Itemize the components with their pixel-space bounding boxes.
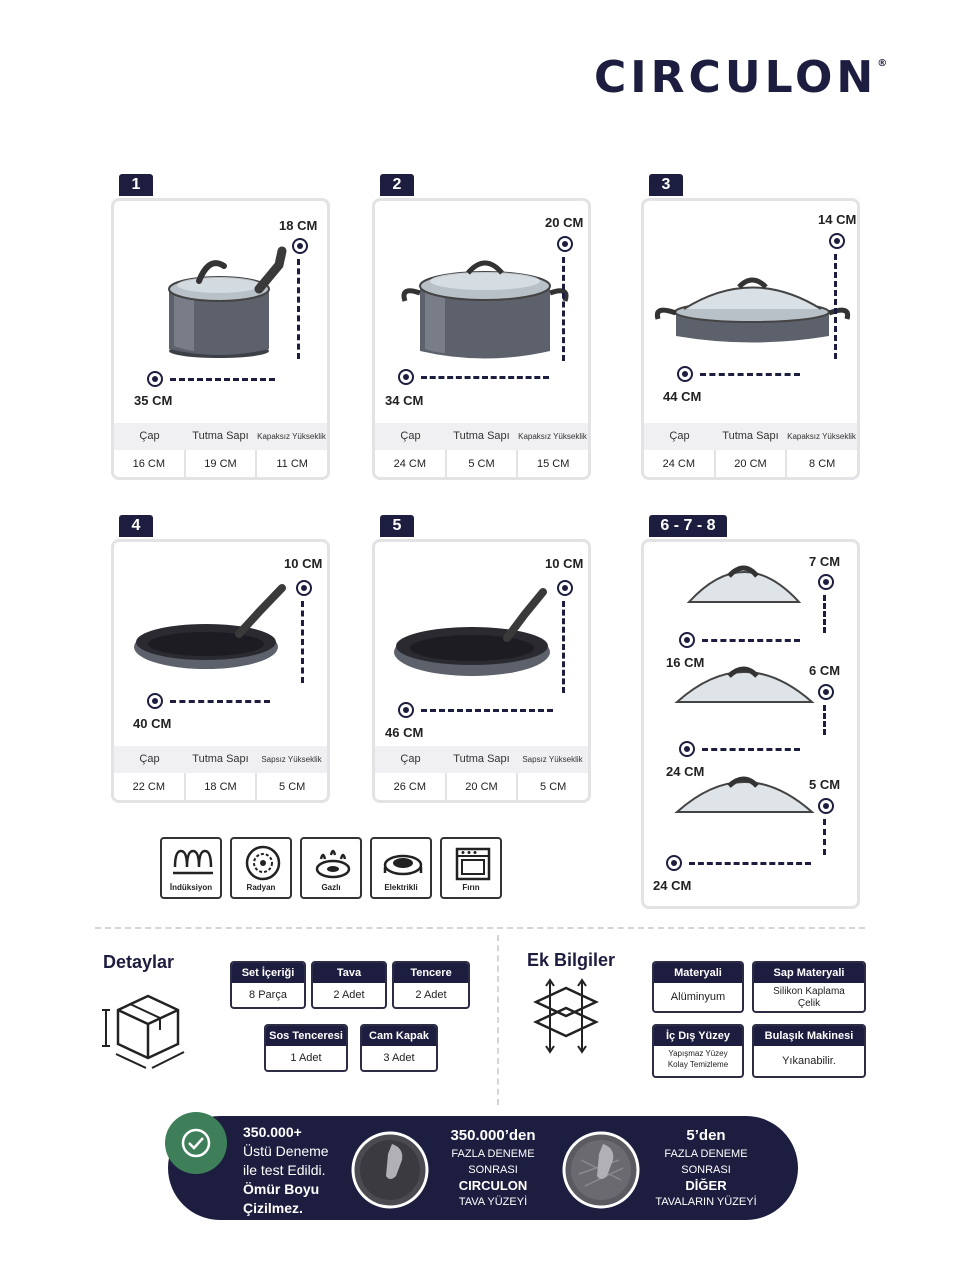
gas-icon — [311, 845, 355, 883]
product-card-4 — [111, 539, 330, 803]
spec-value-handle: 20 CM — [716, 450, 788, 477]
lid-height-label: 5 CM — [809, 777, 841, 792]
banner-middle-line: 350.000’den — [450, 1127, 536, 1144]
section-divider — [95, 927, 865, 929]
chip-value: 3 Adet — [383, 1052, 415, 1064]
product-number-1: 1 — [119, 174, 153, 196]
radiant-icon — [241, 845, 285, 883]
height-marker — [829, 233, 845, 249]
diameter-line — [700, 373, 800, 376]
spec-value-handle: 5 CM — [447, 450, 519, 477]
check-icon — [165, 1112, 227, 1174]
detail-chip-saucepan — [264, 1024, 348, 1072]
height-marker — [557, 236, 573, 252]
height-line — [823, 705, 826, 735]
chip-label: Bulaşık Makinesi — [754, 1026, 864, 1046]
chip-label: Tencere — [394, 963, 468, 983]
spec-value-height: 11 CM — [276, 457, 308, 470]
banner-left-line: Çizilmez. — [243, 1200, 303, 1216]
banner-middle-text — [430, 1126, 556, 1210]
chip-value: Alüminyum — [670, 991, 726, 1003]
extra-chip-material — [652, 961, 744, 1013]
diameter-line — [689, 862, 811, 865]
spec-value-diameter: 16 CM — [114, 450, 186, 477]
height-line — [297, 259, 300, 359]
heat-source-label: Radyan — [246, 883, 276, 892]
height-marker — [557, 580, 573, 596]
chip-value-line-1: Yapışmaz Yüzey — [668, 1049, 728, 1058]
chip-value: 2 Adet — [333, 989, 365, 1001]
chip-label: İç Dış Yüzey — [654, 1026, 742, 1046]
height-marker — [818, 798, 834, 814]
check-badge — [165, 1112, 227, 1174]
spec-value-handle: 20 CM — [447, 773, 519, 800]
chip-value — [654, 1046, 742, 1072]
heat-source-induction — [160, 837, 222, 899]
diameter-label: 40 CM — [133, 716, 172, 731]
spec-header-height: Kapaksız Yükseklik — [787, 431, 856, 441]
detail-chip-pot — [392, 961, 470, 1009]
diameter-marker — [147, 693, 163, 709]
diameter-line — [170, 378, 275, 381]
spec-table — [644, 423, 857, 477]
diameter-label: 46 CM — [385, 725, 424, 740]
product-number-3: 3 — [649, 174, 683, 196]
lids-number: 6 - 7 - 8 — [649, 515, 727, 537]
diameter-marker — [677, 366, 693, 382]
lid-diameter-label: 16 CM — [666, 655, 705, 670]
chip-value: 2 Adet — [415, 989, 447, 1001]
product-number-4: 4 — [119, 515, 153, 537]
height-label: 20 CM — [545, 215, 584, 230]
spec-value-diameter: 24 CM — [375, 450, 447, 477]
diameter-label: 35 CM — [134, 393, 173, 408]
heat-source-label: Elektrikli — [384, 883, 418, 892]
diameter-marker — [666, 855, 682, 871]
lid-diameter-label: 24 CM — [653, 878, 692, 893]
height-line — [834, 254, 837, 359]
saucepan-image — [114, 201, 327, 421]
spec-value-height: 5 CM — [279, 780, 306, 793]
chip-label: Set İçeriği — [232, 963, 304, 983]
height-marker — [818, 684, 834, 700]
chip-label: Cam Kapak — [362, 1026, 436, 1046]
circulon-surface-image — [350, 1130, 430, 1210]
spec-value-handle: 19 CM — [186, 450, 258, 477]
height-line — [562, 601, 565, 693]
banner-right-line: DİĞER — [685, 1178, 727, 1193]
box-dimensions-icon — [100, 990, 192, 1070]
chip-value: 1 Adet — [290, 1052, 322, 1064]
extra-chip-surface — [652, 1024, 744, 1078]
heat-source-label: Fırın — [462, 883, 480, 892]
heat-source-electric — [370, 837, 432, 899]
height-marker — [818, 574, 834, 590]
spec-header-height: Sapsız Yükseklik — [522, 754, 583, 764]
lids-card — [641, 539, 860, 909]
spec-header-handle: Tutma Sapı — [722, 430, 779, 442]
chip-value — [754, 983, 864, 1011]
spec-header-diameter: Çap — [669, 430, 690, 442]
height-marker — [292, 238, 308, 254]
diameter-line — [421, 709, 553, 712]
spec-header-diameter: Çap — [139, 430, 160, 442]
stockpot-image — [375, 201, 588, 421]
banner-middle-line: TAVA YÜZEYİ — [458, 1196, 528, 1208]
banner-right-line: SONRASI — [681, 1164, 731, 1176]
spec-table — [375, 746, 588, 800]
chip-label: Sos Tenceresi — [266, 1026, 346, 1046]
detail-chip-set — [230, 961, 306, 1009]
height-line — [301, 601, 304, 683]
braiser-image — [644, 201, 857, 421]
spec-header-handle: Tutma Sapı — [453, 753, 510, 765]
height-label: 10 CM — [284, 556, 323, 571]
diameter-marker — [679, 741, 695, 757]
spec-value-diameter: 22 CM — [114, 773, 186, 800]
chip-label: Sap Materyali — [754, 963, 864, 983]
spec-header-diameter: Çap — [400, 430, 421, 442]
spec-table — [114, 746, 327, 800]
extra-chip-handle-material — [752, 961, 866, 1013]
extra-chip-dishwasher — [752, 1024, 866, 1078]
height-line — [562, 257, 565, 361]
layers-icon — [526, 978, 606, 1054]
spec-header-diameter: Çap — [400, 753, 421, 765]
detail-chip-frypan — [311, 961, 387, 1009]
banner-left-text — [243, 1123, 329, 1218]
heat-source-radiant — [230, 837, 292, 899]
chip-value-line-2: Kolay Temizleme — [667, 1060, 729, 1069]
diameter-line — [421, 376, 549, 379]
chip-value: 8 Parça — [249, 989, 287, 1001]
lid-height-label: 7 CM — [809, 554, 841, 569]
spec-value-height: 8 CM — [809, 457, 836, 470]
brand-logo: CIRCULON® — [594, 52, 888, 103]
spec-table — [114, 423, 327, 477]
frypan-image — [114, 542, 327, 742]
heat-source-label: Gazlı — [321, 883, 341, 892]
height-line — [823, 819, 826, 855]
diameter-line — [170, 700, 270, 703]
chip-label: Tava — [313, 963, 385, 983]
chip-value: Yıkanabilir. — [782, 1055, 836, 1067]
banner-left-line: 350.000+ — [243, 1124, 302, 1140]
lid-height-label: 6 CM — [809, 663, 841, 678]
banner-right-text — [640, 1126, 772, 1210]
spec-value-diameter: 26 CM — [375, 773, 447, 800]
height-line — [823, 595, 826, 633]
height-marker — [296, 580, 312, 596]
chip-value-line-1: Silikon Kaplama — [773, 986, 845, 997]
diameter-marker — [398, 369, 414, 385]
spec-value-diameter: 24 CM — [644, 450, 716, 477]
diameter-line — [702, 639, 800, 642]
spec-header-height: Kapaksız Yükseklik — [257, 431, 326, 441]
product-number-5: 5 — [380, 515, 414, 537]
banner-left-line: Ömür Boyu — [243, 1181, 320, 1197]
banner-right-line: TAVALARIN YÜZEYİ — [655, 1196, 757, 1208]
spec-header-height: Kapaksız Yükseklik — [518, 431, 587, 441]
banner-right-line: FAZLA DENEME — [664, 1148, 748, 1160]
diameter-label: 44 CM — [663, 389, 702, 404]
spec-table — [375, 423, 588, 477]
diameter-line — [702, 748, 800, 751]
diameter-marker — [147, 371, 163, 387]
spec-header-handle: Tutma Sapı — [453, 430, 510, 442]
banner-middle-line: FAZLA DENEME — [451, 1148, 535, 1160]
chip-value-line-2: Çelik — [797, 998, 821, 1009]
details-title: Detaylar — [103, 952, 175, 972]
diameter-marker — [398, 702, 414, 718]
height-label: 14 CM — [818, 212, 857, 227]
banner-right-line: 5’den — [686, 1127, 726, 1144]
electric-icon — [381, 845, 425, 883]
height-label: 18 CM — [279, 218, 318, 233]
detail-chip-glass-lid — [360, 1024, 438, 1072]
spec-value-height: 15 CM — [536, 457, 570, 470]
spec-header-height: Sapsız Yükseklik — [261, 754, 322, 764]
heat-source-oven — [440, 837, 502, 899]
spec-header-handle: Tutma Sapı — [192, 430, 249, 442]
heat-source-gas — [300, 837, 362, 899]
product-card-3 — [641, 198, 860, 480]
spec-header-handle: Tutma Sapı — [192, 753, 249, 765]
diameter-label: 34 CM — [385, 393, 424, 408]
diameter-marker — [679, 632, 695, 648]
banner-left-line: ile test Edildi. — [243, 1162, 326, 1178]
extra-info-title: Ek Bilgiler — [527, 950, 616, 970]
spec-value-handle: 18 CM — [186, 773, 258, 800]
chip-label: Materyali — [654, 963, 742, 983]
banner-middle-line: SONRASI — [468, 1164, 518, 1176]
other-surface-image — [561, 1130, 641, 1210]
spec-value-height: 5 CM — [540, 780, 567, 793]
height-label: 10 CM — [545, 556, 584, 571]
banner-middle-line: CIRCULON — [458, 1178, 528, 1193]
product-card-1 — [111, 198, 330, 480]
product-number-2: 2 — [380, 174, 414, 196]
oven-icon — [451, 845, 495, 883]
banner-left-line: Üstü Deneme — [243, 1143, 329, 1159]
lid-diameter-label: 24 CM — [666, 764, 705, 779]
induction-icon — [171, 845, 215, 879]
product-card-5 — [372, 539, 591, 803]
heat-source-label: İndüksiyon — [169, 883, 213, 892]
product-card-2 — [372, 198, 591, 480]
column-divider — [497, 935, 499, 1105]
spec-header-diameter: Çap — [139, 753, 160, 765]
